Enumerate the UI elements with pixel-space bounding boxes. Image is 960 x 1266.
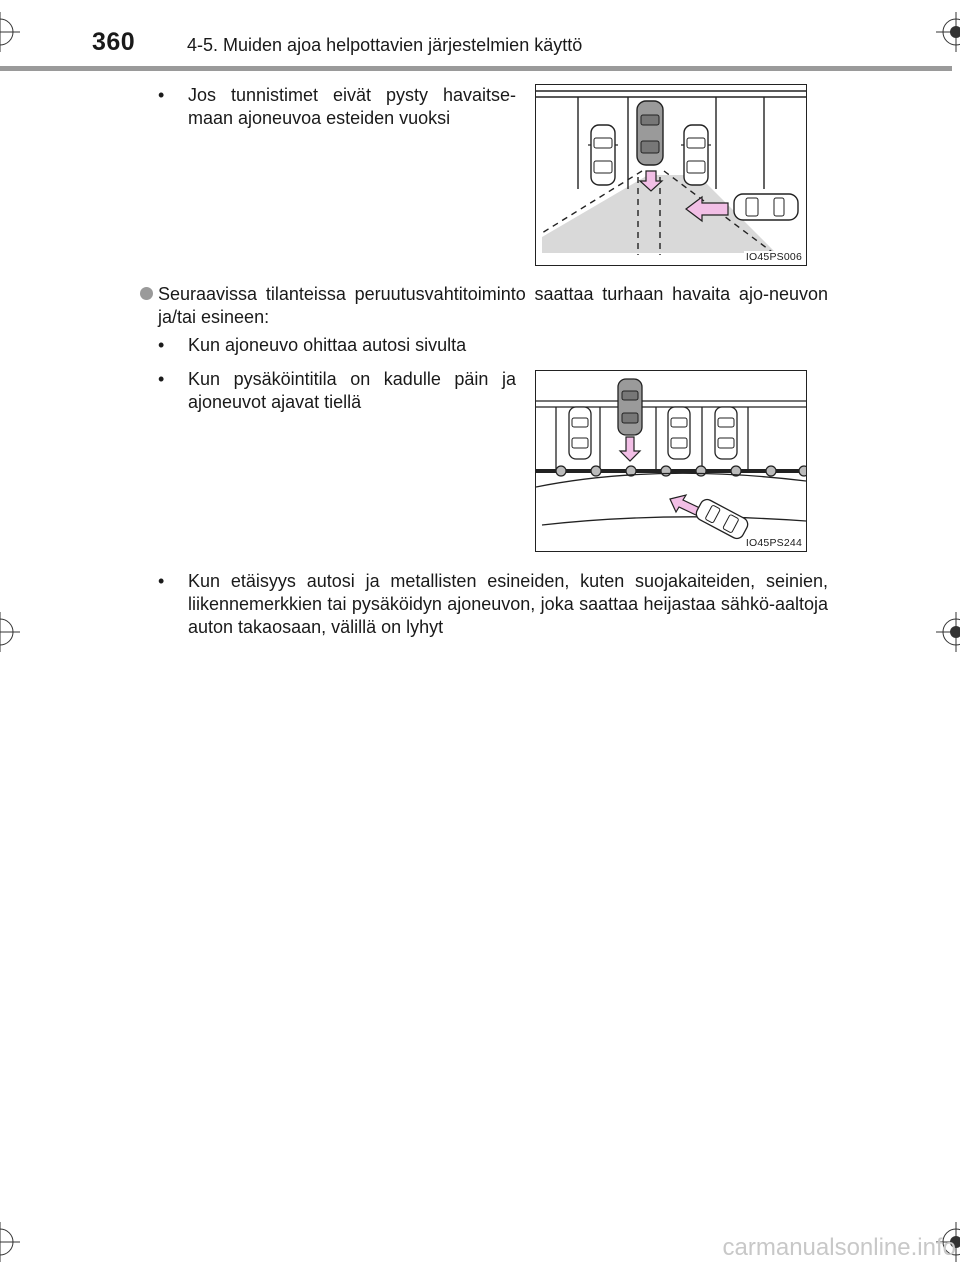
registration-mark-bottom-left [0, 1222, 20, 1262]
parked-car-2 [668, 407, 690, 459]
approaching-car [734, 194, 798, 220]
section-note [140, 283, 828, 329]
registration-mark-top-right [936, 12, 960, 52]
bullet-item-passing-vehicle [158, 334, 678, 357]
section-note-text: Seuraavissa tilanteissa peruutusvahtitoiminto saattaa turhaan havaita ajo-neuvon ja/tai esineen: [158, 284, 828, 327]
driving-car [694, 497, 750, 541]
registration-mark-mid-right [936, 612, 960, 652]
registration-mark-mid-left [0, 612, 20, 652]
figure-street-parking [535, 370, 807, 552]
parked-car-1 [569, 407, 591, 459]
registration-mark-top-left [0, 12, 20, 52]
bullet-item-street-parking [158, 368, 516, 414]
section-header-title: 4-5. Muiden ajoa helpottavien järjestelmien käyttö [187, 35, 583, 55]
bullet-text: Kun etäisyys autosi ja metallisten esineiden, kuten suojakaiteiden, seinien, liikennemerkkien tai pysäköidyn ajoneuvon, joka saattaa heijastaa sähkö-aaltoja auton takaosaan, välillä on lyhyt [188, 571, 828, 637]
bullet-dot: • [158, 335, 165, 355]
header-rule [0, 66, 952, 71]
parked-car-3 [715, 407, 737, 459]
parking-illustration-2 [536, 371, 806, 551]
parked-car-right [681, 125, 711, 185]
bullet-item-metal-objects [158, 570, 828, 639]
parked-car-left [588, 125, 618, 185]
bullet-dot: • [158, 571, 165, 591]
bullet-dot: • [158, 85, 165, 105]
parking-illustration-1 [536, 85, 806, 265]
watermark: carmanualsonline.info [722, 1234, 956, 1261]
figure-obstructed-detection [535, 84, 807, 266]
figure-code: IO45PS244 [745, 537, 802, 549]
bullet-item-obstructed-sensors [158, 84, 516, 130]
page-number: 360 [92, 28, 136, 56]
own-car [618, 379, 642, 435]
down-arrow [620, 437, 640, 461]
bullet-text: Kun ajoneuvo ohittaa autosi sivulta [188, 335, 467, 355]
own-car [637, 101, 663, 165]
bullet-dot: • [158, 369, 165, 389]
bullet-text: Kun pysäköintitila on kadulle päin ja ajoneuvot ajavat tiellä [188, 369, 516, 412]
circle-bullet-icon [140, 287, 153, 300]
bullet-text: Jos tunnistimet eivät pysty havaitse-maan ajoneuvoa esteiden vuoksi [188, 85, 516, 128]
figure-code: IO45PS006 [745, 251, 802, 263]
